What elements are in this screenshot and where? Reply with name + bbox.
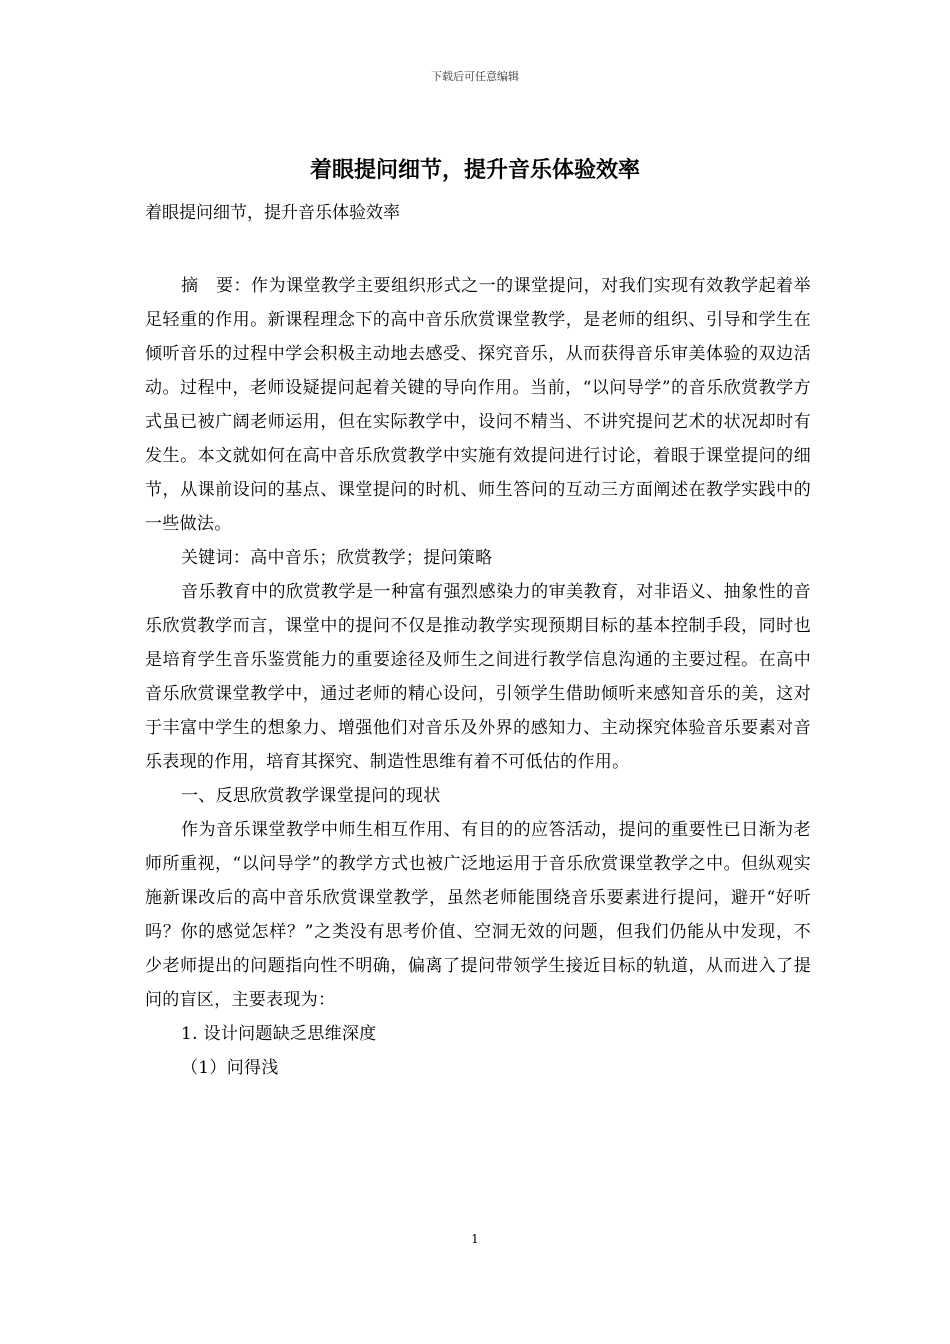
intro-paragraph: 音乐教育中的欣赏教学是一种富有强烈感染力的审美教育，对非语义、抽象性的音乐欣赏教学而言，课堂中的提问不仅是推动教学实现预期目标的基本控制手段，同时也是培育学生音乐鉴赏能力的重要途径及师生之间进行教学信息沟通的主要过程。在高中音乐欣赏课堂教学中，通过老师的精心设问，引领学生借助倾听来感知音乐的美，这对于丰富中学生的想象力、增强他们对音乐及外界的感知力、主动探究体验音乐要素对音乐表现的作用，培育其探究、制造性思维有着不可低估的作用。 (145, 582, 811, 772)
page-number: 1 (471, 1232, 479, 1246)
abstract-paragraph: 摘 要：作为课堂教学主要组织形式之一的课堂提问，对我们实现有效教学起着举足轻重的作用。新课程理念下的高中音乐欣赏课堂教学，是老师的组织、引导和学生在倾听音乐的过程中学会积极主动地去感受、探究音乐，从而获得音乐审美体验的双边活动。过程中，老师设疑提问起着关键的导向作用。当前，“以问导学”的音乐欣赏教学方式虽已被广阔老师运用，但在实际教学中，设问不精当、不讲究提问艺术的状况却时有发生。本文就如何在高中音乐欣赏教学中实施有效提问进行讨论，着眼于课堂提问的细节，从课前设问的基点、课堂提问的时机、师生答问的互动三方面阐述在教学实践中的一些做法。 (145, 276, 811, 534)
page-header: 下载后可任意编辑 (431, 70, 519, 83)
document-title: 着眼提问细节，提升音乐体验效率 (309, 157, 640, 183)
section-heading: 一、反思欣赏教学课堂提问的现状 (181, 786, 441, 806)
section-paragraph: 作为音乐课堂教学中师生相互作用、有目的的应答活动，提问的重要性已日渐为老师所重视，“以问导学”的教学方式也被广泛地运用于音乐欣赏课堂教学之中。但纵观实施新课改后的高中音乐欣赏课堂教学，虽然老师能围绕音乐要素进行提问，避开“好听吗？你的感觉怎样？”之类没有思考价值、空洞无效的问题，但我们仍能从中发现，不少老师提出的问题指向性不明确，偏离了提问带领学生接近目标的轨道，从而进入了提问的盲区，主要表现为： (145, 820, 811, 1010)
sub-subsection-heading: （1）问得浅 (181, 1058, 279, 1078)
subsection-heading: 1. 设计问题缺乏思维深度 (181, 1024, 377, 1044)
document-body (145, 269, 811, 1085)
keywords-paragraph: 关键词：高中音乐；欣赏教学；提问策略 (181, 548, 493, 568)
document-subtitle: 着眼提问细节，提升音乐体验效率 (145, 203, 400, 223)
